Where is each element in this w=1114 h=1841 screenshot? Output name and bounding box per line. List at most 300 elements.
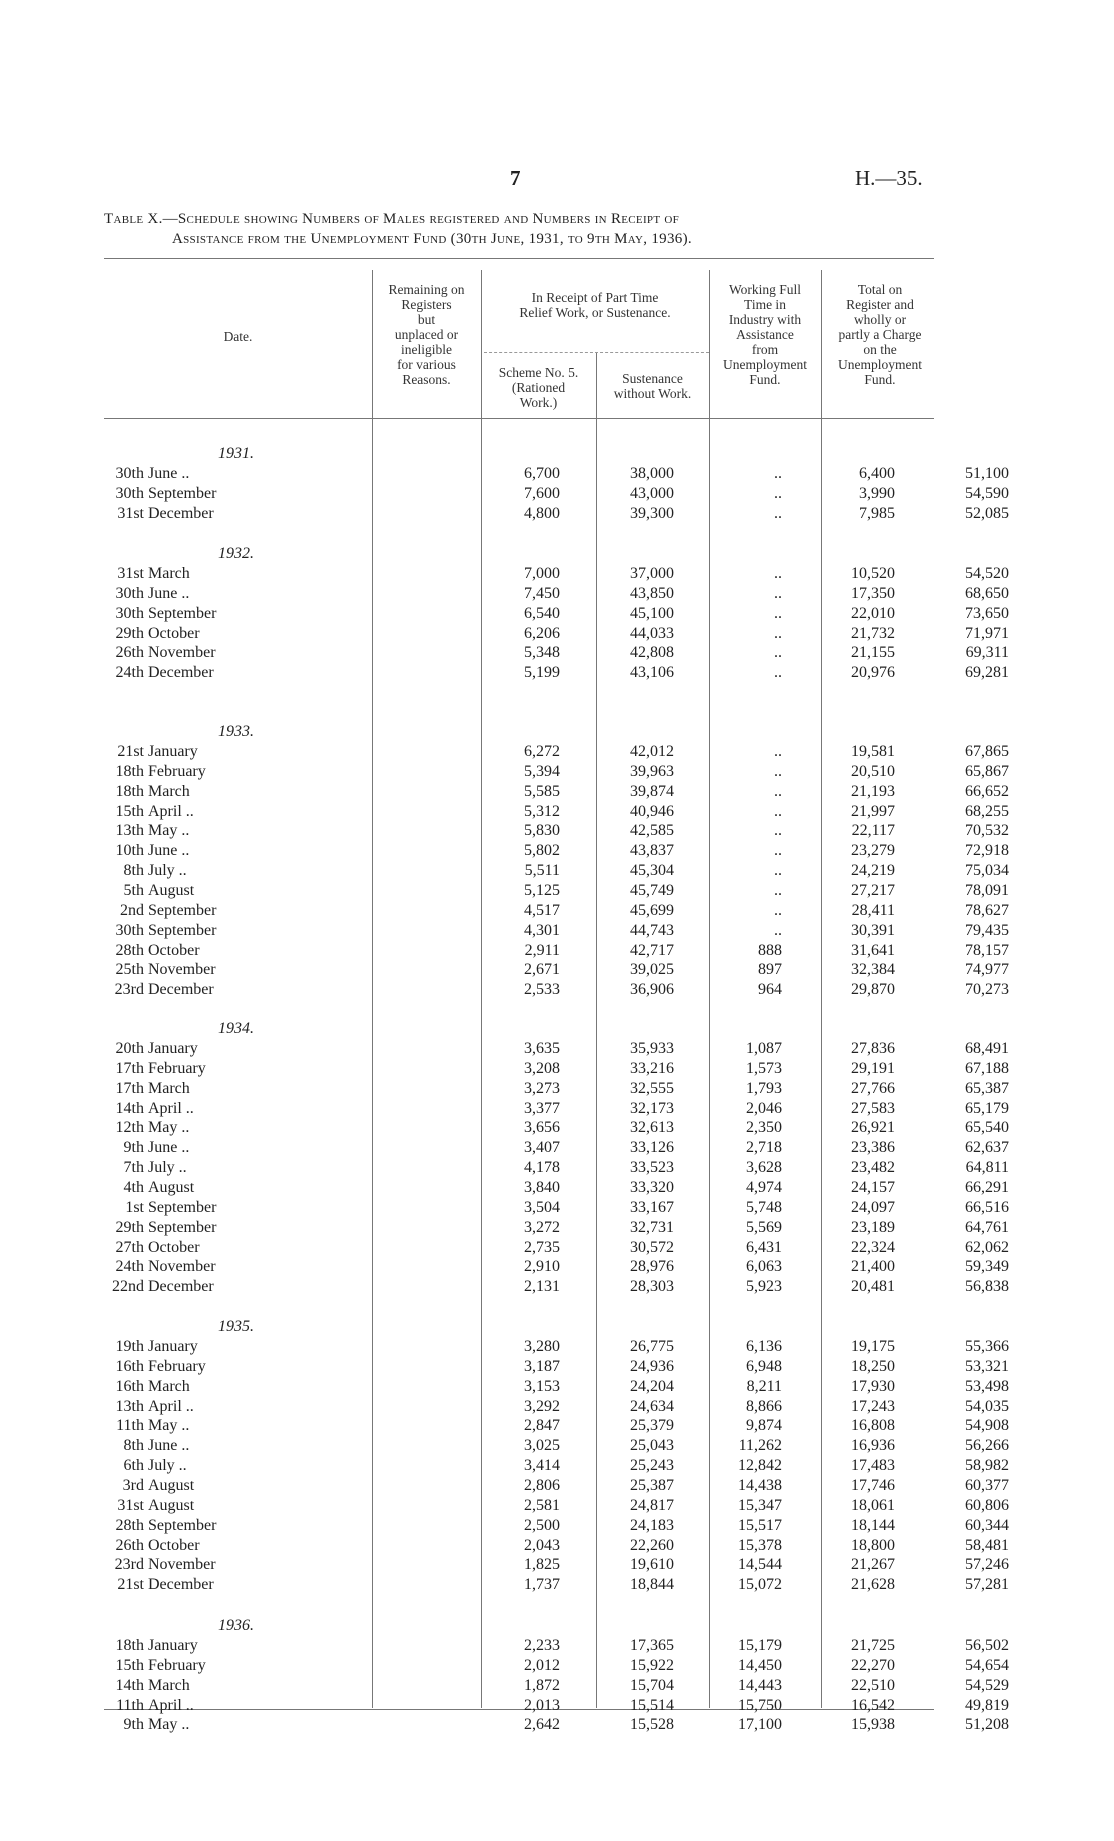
date-day: 30th bbox=[115, 604, 144, 622]
scheme-cell: 33,167 bbox=[630, 1198, 674, 1216]
date-month: September bbox=[148, 1516, 217, 1534]
full-time-cell: 21,155 bbox=[851, 644, 895, 662]
table-row bbox=[104, 1417, 1009, 1437]
total-cell: 64,811 bbox=[965, 1159, 1009, 1177]
scheme-cell: 24,183 bbox=[630, 1516, 674, 1534]
table-row bbox=[104, 565, 1009, 585]
date-day: 22nd bbox=[112, 1278, 144, 1296]
full-time-cell: 18,061 bbox=[851, 1496, 895, 1514]
table-row bbox=[104, 1716, 1009, 1736]
full-time-cell: 23,189 bbox=[851, 1218, 895, 1236]
table-row bbox=[104, 1059, 1009, 1080]
table-row bbox=[104, 1079, 1009, 1100]
date-day: 27th bbox=[115, 1238, 144, 1256]
column-header-date: Date. bbox=[223, 329, 253, 344]
sustenance-cell: .. bbox=[774, 465, 782, 482]
total-cell: 65,867 bbox=[965, 762, 1009, 780]
total-cell: 58,481 bbox=[965, 1536, 1009, 1554]
date-day: 21st bbox=[117, 743, 144, 760]
column-header-full-time bbox=[709, 282, 821, 387]
table-row bbox=[104, 1536, 1009, 1557]
sustenance-cell: 888 bbox=[758, 941, 782, 959]
remaining-cell: 4,178 bbox=[524, 1159, 560, 1177]
date-month: March bbox=[148, 782, 190, 800]
scheme-cell: 43,000 bbox=[630, 484, 674, 502]
total-cell: 56,502 bbox=[965, 1637, 1009, 1654]
sustenance-cell: 14,450 bbox=[738, 1656, 782, 1674]
remaining-cell: 2,233 bbox=[524, 1637, 560, 1654]
remaining-cell: 5,348 bbox=[524, 644, 560, 662]
date-day: 18th bbox=[115, 1637, 144, 1654]
remaining-cell: 2,847 bbox=[524, 1417, 560, 1435]
full-time-cell: 17,350 bbox=[851, 584, 895, 602]
total-cell: 70,532 bbox=[965, 822, 1009, 840]
table-row bbox=[104, 782, 1009, 803]
sustenance-cell: .. bbox=[774, 624, 782, 642]
full-time-cell: 27,766 bbox=[851, 1079, 895, 1097]
table-row bbox=[104, 1258, 1009, 1278]
remaining-cell: 5,394 bbox=[524, 762, 560, 780]
total-cell: 65,540 bbox=[965, 1119, 1009, 1137]
total-cell: 66,516 bbox=[965, 1198, 1009, 1216]
date-month: August bbox=[148, 1496, 195, 1514]
date-day: 1st bbox=[125, 1198, 144, 1216]
sustenance-cell: 15,347 bbox=[738, 1496, 782, 1514]
scheme-cell: 43,106 bbox=[630, 664, 674, 682]
total-cell: 78,627 bbox=[965, 901, 1009, 919]
date-month: March bbox=[148, 565, 190, 582]
header-line: Registers bbox=[401, 297, 452, 312]
total-cell: 71,971 bbox=[965, 624, 1009, 642]
date-month: March bbox=[148, 1377, 190, 1395]
total-cell: 68,650 bbox=[965, 584, 1009, 602]
date-month: January bbox=[148, 743, 198, 760]
total-cell: 54,529 bbox=[965, 1676, 1009, 1694]
remaining-cell: 3,414 bbox=[524, 1457, 560, 1475]
total-cell: 66,291 bbox=[965, 1178, 1009, 1196]
total-cell: 69,311 bbox=[965, 644, 1009, 662]
date-month: July .. bbox=[148, 1159, 187, 1177]
date-month: September bbox=[148, 484, 217, 502]
table-top-rule bbox=[104, 258, 934, 259]
scheme-cell: 33,126 bbox=[630, 1139, 674, 1157]
date-month: April .. bbox=[148, 802, 194, 820]
header-line: (Rationed bbox=[511, 380, 566, 395]
full-time-cell: 22,270 bbox=[851, 1656, 895, 1674]
scheme-cell: 25,043 bbox=[630, 1437, 674, 1455]
table-row bbox=[104, 881, 1009, 902]
scheme-cell: 26,775 bbox=[630, 1338, 674, 1355]
column-header-total bbox=[821, 282, 939, 387]
sustenance-cell: .. bbox=[774, 822, 782, 840]
remaining-cell: 1,872 bbox=[524, 1676, 560, 1694]
scheme-cell: 15,514 bbox=[630, 1696, 674, 1714]
header-line: Total on bbox=[857, 282, 903, 297]
date-month: August bbox=[148, 881, 195, 899]
total-cell: 51,208 bbox=[965, 1716, 1009, 1734]
sustenance-cell: .. bbox=[774, 743, 782, 760]
total-cell: 70,273 bbox=[965, 981, 1009, 999]
remaining-cell: 3,273 bbox=[524, 1079, 560, 1097]
remaining-cell: 2,806 bbox=[524, 1476, 560, 1494]
table-row bbox=[104, 465, 1009, 485]
table-row bbox=[104, 1357, 1009, 1378]
total-cell: 49,819 bbox=[965, 1696, 1009, 1714]
full-time-cell: 21,732 bbox=[851, 624, 895, 642]
header-line: unplaced or bbox=[394, 327, 459, 342]
header-line: Reasons. bbox=[402, 372, 451, 387]
header-line: ineligible bbox=[401, 342, 452, 357]
year-heading: 1931. bbox=[218, 445, 254, 462]
date-month: September bbox=[148, 1198, 217, 1216]
sustenance-cell: 3,628 bbox=[746, 1159, 782, 1177]
full-time-cell: 21,725 bbox=[851, 1637, 895, 1654]
scheme-cell: 43,850 bbox=[630, 584, 674, 602]
full-time-cell: 21,193 bbox=[851, 782, 895, 800]
full-time-cell: 22,324 bbox=[851, 1238, 895, 1256]
remaining-cell: 4,301 bbox=[524, 921, 560, 939]
header-line: but bbox=[417, 312, 436, 327]
remaining-cell: 3,187 bbox=[524, 1357, 560, 1375]
full-time-cell: 22,117 bbox=[851, 822, 895, 840]
table-row bbox=[104, 743, 1009, 763]
sustenance-cell: 5,748 bbox=[746, 1198, 782, 1216]
scheme-cell: 15,922 bbox=[630, 1656, 674, 1674]
header-line: Unemployment bbox=[723, 357, 807, 372]
date-day: 13th bbox=[115, 822, 144, 840]
sustenance-cell: .. bbox=[774, 644, 782, 662]
table-row bbox=[104, 1676, 1009, 1697]
sustenance-cell: .. bbox=[774, 484, 782, 502]
total-cell: 60,377 bbox=[965, 1476, 1009, 1494]
sustenance-cell: 15,517 bbox=[738, 1516, 782, 1534]
sustenance-cell: 4,974 bbox=[746, 1178, 782, 1196]
table-row bbox=[104, 961, 1009, 981]
table-row bbox=[104, 921, 1009, 942]
table-row bbox=[104, 624, 1009, 645]
table-row bbox=[104, 981, 1009, 1001]
date-month: July .. bbox=[148, 1457, 187, 1475]
scheme-cell: 44,743 bbox=[630, 921, 674, 939]
full-time-cell: 31,641 bbox=[851, 941, 895, 959]
total-cell: 54,520 bbox=[965, 565, 1009, 582]
full-time-cell: 18,800 bbox=[851, 1536, 895, 1554]
remaining-cell: 5,199 bbox=[524, 664, 560, 682]
full-time-cell: 21,267 bbox=[851, 1556, 895, 1574]
remaining-cell: 2,533 bbox=[524, 981, 560, 999]
date-day: 30th bbox=[115, 921, 144, 939]
scheme-cell: 44,033 bbox=[630, 624, 674, 642]
sustenance-cell: .. bbox=[774, 862, 782, 880]
date-month: April .. bbox=[148, 1099, 194, 1117]
table-row bbox=[104, 504, 1009, 525]
full-time-cell: 17,930 bbox=[851, 1377, 895, 1395]
total-cell: 67,865 bbox=[965, 743, 1009, 760]
header-line: Fund. bbox=[864, 372, 896, 387]
table-row bbox=[104, 584, 1009, 605]
date-day: 29th bbox=[115, 624, 144, 642]
sustenance-cell: 14,443 bbox=[738, 1676, 782, 1694]
date-day: 31st bbox=[117, 504, 144, 522]
scheme-cell: 45,699 bbox=[630, 901, 674, 919]
date-day: 3rd bbox=[122, 1476, 144, 1494]
table-row bbox=[104, 1496, 1009, 1517]
total-cell: 54,654 bbox=[965, 1656, 1009, 1674]
sustenance-cell: .. bbox=[774, 504, 782, 522]
table-row bbox=[104, 484, 1009, 505]
date-day: 14th bbox=[115, 1676, 144, 1694]
full-time-cell: 3,990 bbox=[859, 484, 895, 502]
date-month: October bbox=[148, 1238, 200, 1256]
full-time-cell: 6,400 bbox=[859, 465, 895, 482]
sustenance-cell: .. bbox=[774, 762, 782, 780]
date-month: November bbox=[148, 1258, 216, 1276]
date-month: September bbox=[148, 1218, 217, 1236]
date-month: February bbox=[148, 1059, 206, 1077]
scheme-cell: 19,610 bbox=[630, 1556, 674, 1574]
date-month: November bbox=[148, 961, 216, 979]
document-reference: H.—35. bbox=[855, 166, 923, 190]
table-row bbox=[104, 604, 1009, 625]
full-time-cell: 17,746 bbox=[851, 1476, 895, 1494]
scheme-cell: 42,808 bbox=[630, 644, 674, 662]
date-day: 20th bbox=[115, 1040, 144, 1057]
date-month: September bbox=[148, 604, 217, 622]
sustenance-cell: 6,136 bbox=[746, 1338, 782, 1355]
total-cell: 78,091 bbox=[965, 881, 1009, 899]
date-day: 18th bbox=[115, 782, 144, 800]
date-month: December bbox=[148, 504, 214, 522]
header-line: Work.) bbox=[519, 395, 558, 410]
date-month: February bbox=[148, 1656, 206, 1674]
remaining-cell: 3,840 bbox=[524, 1178, 560, 1196]
sustenance-cell: 17,100 bbox=[738, 1716, 782, 1734]
full-time-cell: 23,279 bbox=[851, 842, 895, 860]
full-time-cell: 10,520 bbox=[851, 565, 895, 582]
scheme-cell: 24,204 bbox=[630, 1377, 674, 1395]
date-day: 25th bbox=[115, 961, 144, 979]
full-time-cell: 19,581 bbox=[851, 743, 895, 760]
scheme-cell: 37,000 bbox=[630, 565, 674, 582]
total-cell: 67,188 bbox=[965, 1059, 1009, 1077]
full-time-cell: 24,157 bbox=[851, 1178, 895, 1196]
date-month: January bbox=[148, 1338, 198, 1355]
sustenance-cell: 14,544 bbox=[738, 1556, 782, 1574]
date-day: 31st bbox=[117, 565, 144, 582]
header-bottom-rule bbox=[104, 418, 934, 419]
full-time-cell: 21,997 bbox=[851, 802, 895, 820]
table-row bbox=[104, 1119, 1009, 1139]
header-line: without Work. bbox=[613, 386, 692, 401]
remaining-cell: 5,585 bbox=[524, 782, 560, 800]
remaining-cell: 6,272 bbox=[524, 743, 560, 760]
total-cell: 57,246 bbox=[965, 1556, 1009, 1574]
sustenance-cell: 1,573 bbox=[746, 1059, 782, 1077]
remaining-cell: 6,540 bbox=[524, 604, 560, 622]
remaining-cell: 2,131 bbox=[524, 1278, 560, 1296]
date-day: 6th bbox=[123, 1457, 144, 1475]
remaining-cell: 2,500 bbox=[524, 1516, 560, 1534]
scheme-cell: 32,173 bbox=[630, 1099, 674, 1117]
remaining-cell: 2,911 bbox=[524, 941, 560, 959]
full-time-cell: 17,243 bbox=[851, 1397, 895, 1415]
total-cell: 62,062 bbox=[965, 1238, 1009, 1256]
remaining-cell: 3,025 bbox=[524, 1437, 560, 1455]
date-day: 21st bbox=[117, 1576, 144, 1594]
date-month: February bbox=[148, 762, 206, 780]
scheme-cell: 42,012 bbox=[630, 743, 674, 760]
remaining-cell: 5,830 bbox=[524, 822, 560, 840]
scheme-cell: 43,837 bbox=[630, 842, 674, 860]
table-row bbox=[104, 1476, 1009, 1497]
sustenance-cell: 8,211 bbox=[746, 1377, 782, 1395]
total-cell: 56,266 bbox=[965, 1437, 1009, 1455]
total-cell: 73,650 bbox=[965, 604, 1009, 622]
sustenance-cell: 6,948 bbox=[746, 1357, 782, 1375]
date-day: 30th bbox=[115, 584, 144, 602]
total-cell: 69,281 bbox=[965, 664, 1009, 682]
remaining-cell: 6,700 bbox=[524, 465, 560, 482]
scheme-cell: 28,303 bbox=[630, 1278, 674, 1296]
scheme-cell: 18,844 bbox=[630, 1576, 674, 1594]
full-time-cell: 16,808 bbox=[851, 1417, 895, 1435]
remaining-cell: 5,125 bbox=[524, 881, 560, 899]
table-row bbox=[104, 1397, 1009, 1418]
caption-line-2: Assistance from the Unemployment Fund (30th June, 1931, to 9th May, 1936). bbox=[172, 231, 692, 247]
date-month: May .. bbox=[148, 822, 190, 840]
scheme-cell: 42,585 bbox=[630, 822, 674, 840]
date-month: December bbox=[148, 1576, 214, 1594]
sustenance-cell: .. bbox=[774, 881, 782, 899]
sustenance-cell: .. bbox=[774, 565, 782, 582]
full-time-cell: 16,542 bbox=[851, 1696, 895, 1714]
column-header-sustenance bbox=[596, 371, 709, 401]
date-month: March bbox=[148, 1676, 190, 1694]
full-time-cell: 22,510 bbox=[851, 1676, 895, 1694]
total-cell: 66,652 bbox=[965, 782, 1009, 800]
date-day: 18th bbox=[115, 762, 144, 780]
date-day: 5th bbox=[123, 881, 144, 899]
date-month: December bbox=[148, 1278, 214, 1296]
date-month: October bbox=[148, 624, 200, 642]
total-cell: 60,806 bbox=[965, 1496, 1009, 1514]
full-time-cell: 20,976 bbox=[851, 664, 895, 682]
header-line: Scheme No. 5. bbox=[498, 365, 579, 380]
table-row bbox=[104, 842, 1009, 862]
header-line: Working Full bbox=[728, 282, 802, 297]
total-cell: 54,908 bbox=[965, 1417, 1009, 1435]
table-row bbox=[104, 901, 1009, 922]
sustenance-cell: .. bbox=[774, 664, 782, 682]
header-line: for various bbox=[397, 357, 456, 372]
total-cell: 54,035 bbox=[965, 1397, 1009, 1415]
table-row bbox=[104, 1159, 1009, 1179]
sustenance-cell: 5,569 bbox=[746, 1218, 782, 1236]
date-day: 24th bbox=[115, 664, 144, 682]
table-row bbox=[104, 1696, 1009, 1717]
remaining-cell: 2,012 bbox=[524, 1656, 560, 1674]
scheme-cell: 40,946 bbox=[630, 802, 674, 820]
date-month: May .. bbox=[148, 1417, 190, 1435]
scheme-cell: 45,304 bbox=[630, 862, 674, 880]
date-day: 14th bbox=[115, 1099, 144, 1117]
date-month: March bbox=[148, 1079, 190, 1097]
date-day: 30th bbox=[115, 484, 144, 502]
full-time-cell: 27,217 bbox=[851, 881, 895, 899]
sustenance-cell: 6,063 bbox=[746, 1258, 782, 1276]
total-cell: 59,349 bbox=[965, 1258, 1009, 1276]
date-month: June .. bbox=[148, 465, 190, 482]
date-day: 7th bbox=[123, 1159, 144, 1177]
table-row bbox=[104, 1178, 1009, 1199]
table-row bbox=[104, 1040, 1009, 1060]
total-cell: 53,498 bbox=[965, 1377, 1009, 1395]
full-time-cell: 17,483 bbox=[851, 1457, 895, 1475]
remaining-cell: 2,735 bbox=[524, 1238, 560, 1256]
table-row bbox=[104, 1238, 1009, 1259]
date-month: January bbox=[148, 1637, 198, 1654]
full-time-cell: 15,938 bbox=[851, 1716, 895, 1734]
sustenance-cell: 1,087 bbox=[746, 1040, 782, 1057]
scheme-cell: 15,528 bbox=[630, 1716, 674, 1734]
year-heading: 1935. bbox=[218, 1318, 254, 1335]
full-time-cell: 21,400 bbox=[851, 1258, 895, 1276]
total-cell: 68,255 bbox=[965, 802, 1009, 820]
table-row bbox=[104, 1437, 1009, 1457]
sustenance-cell: 15,378 bbox=[738, 1536, 782, 1554]
sustenance-cell: 2,350 bbox=[746, 1119, 782, 1137]
sustenance-cell: 14,438 bbox=[738, 1476, 782, 1494]
sustenance-cell: 897 bbox=[758, 961, 782, 979]
full-time-cell: 26,921 bbox=[851, 1119, 895, 1137]
date-day: 8th bbox=[123, 862, 144, 880]
header-line: Time in bbox=[744, 297, 786, 312]
sustenance-cell: 5,923 bbox=[746, 1278, 782, 1296]
date-day: 4th bbox=[123, 1178, 144, 1196]
remaining-cell: 3,504 bbox=[524, 1198, 560, 1216]
full-time-cell: 20,481 bbox=[851, 1278, 895, 1296]
scheme-cell: 39,963 bbox=[630, 762, 674, 780]
scheme-cell: 35,933 bbox=[630, 1040, 674, 1057]
date-day: 2nd bbox=[120, 901, 144, 919]
table-row bbox=[104, 941, 1009, 962]
date-day: 12th bbox=[115, 1119, 144, 1137]
remaining-cell: 7,450 bbox=[524, 584, 560, 602]
remaining-cell: 2,581 bbox=[524, 1496, 560, 1514]
remaining-cell: 3,407 bbox=[524, 1139, 560, 1157]
date-day: 28th bbox=[115, 941, 144, 959]
date-day: 9th bbox=[123, 1716, 144, 1734]
date-month: May .. bbox=[148, 1716, 190, 1734]
scheme-cell: 28,976 bbox=[630, 1258, 674, 1276]
scheme-cell: 45,100 bbox=[630, 604, 674, 622]
full-time-cell: 29,191 bbox=[851, 1059, 895, 1077]
caption-line-1: Table X.—Schedule showing Numbers of Males registered and Numbers in Receipt of bbox=[104, 211, 680, 227]
table-row bbox=[104, 1637, 1009, 1657]
scheme-cell: 15,704 bbox=[630, 1676, 674, 1694]
full-time-cell: 22,010 bbox=[851, 604, 895, 622]
full-time-cell: 18,144 bbox=[851, 1516, 895, 1534]
full-time-cell: 21,628 bbox=[851, 1576, 895, 1594]
date-month: August bbox=[148, 1178, 195, 1196]
full-time-cell: 32,384 bbox=[851, 961, 895, 979]
total-cell: 78,157 bbox=[965, 941, 1009, 959]
date-month: May .. bbox=[148, 1119, 190, 1137]
scheme-cell: 22,260 bbox=[630, 1536, 674, 1554]
date-day: 15th bbox=[115, 802, 144, 820]
sustenance-cell: 11,262 bbox=[738, 1437, 782, 1455]
scheme-cell: 42,717 bbox=[630, 941, 674, 959]
